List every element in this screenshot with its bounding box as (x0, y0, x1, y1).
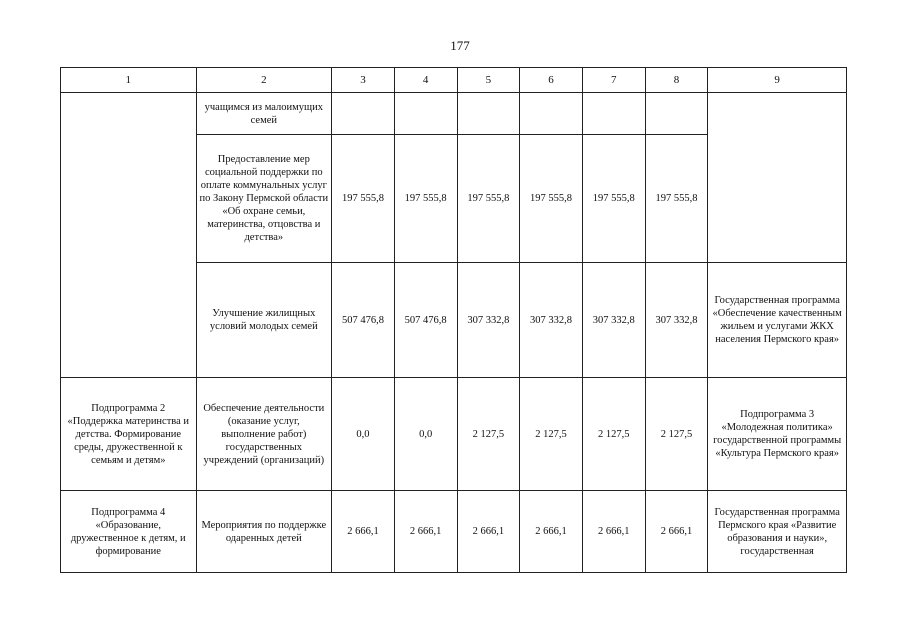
value-cell: 307 332,8 (520, 263, 583, 378)
activity-cell: Мероприятия по поддержке одаренных детей (196, 491, 332, 573)
value-cell: 197 555,8 (332, 135, 395, 263)
value-cell: 197 555,8 (582, 135, 645, 263)
table-cell (708, 93, 847, 263)
value-cell (645, 93, 708, 135)
subprogram-cell: Подпрограмма 2 «Поддержка материнства и детства. Формирование среды, дружественной к семьям и детям» (61, 378, 197, 491)
value-cell (520, 93, 583, 135)
value-cell: 2 127,5 (582, 378, 645, 491)
value-cell: 507 476,8 (332, 263, 395, 378)
subprogram-cell: Подпрограмма 4 «Образование, дружественное к детям, и формирование (61, 491, 197, 573)
activity-cell: Обеспечение деятельности (оказание услуг, выполнение работ) государственных учреждений (организаций) (196, 378, 332, 491)
value-cell: 2 666,1 (394, 491, 457, 573)
value-cell: 307 332,8 (645, 263, 708, 378)
value-cell: 2 666,1 (582, 491, 645, 573)
value-cell (582, 93, 645, 135)
program-cell: Государственная программа «Обеспечение качественным жильем и услугами ЖКХ населения Пермского края» (708, 263, 847, 378)
value-cell: 2 666,1 (645, 491, 708, 573)
value-cell (457, 93, 520, 135)
value-cell: 2 127,5 (457, 378, 520, 491)
value-cell: 2 127,5 (645, 378, 708, 491)
budget-table (60, 67, 847, 573)
header-row (61, 68, 847, 93)
header-cell: 2 (196, 68, 332, 93)
value-cell: 197 555,8 (520, 135, 583, 263)
value-cell: 0,0 (394, 378, 457, 491)
value-cell (394, 93, 457, 135)
header-cell: 6 (520, 68, 583, 93)
header-cell: 7 (582, 68, 645, 93)
table-row (61, 491, 847, 573)
value-cell: 307 332,8 (457, 263, 520, 378)
value-cell: 2 666,1 (520, 491, 583, 573)
value-cell: 0,0 (332, 378, 395, 491)
header-cell: 3 (332, 68, 395, 93)
value-cell: 2 127,5 (520, 378, 583, 491)
value-cell: 2 666,1 (457, 491, 520, 573)
table-row (61, 93, 847, 135)
header-cell: 9 (708, 68, 847, 93)
header-cell: 4 (394, 68, 457, 93)
table-row (61, 378, 847, 491)
value-cell: 507 476,8 (394, 263, 457, 378)
header-cell: 8 (645, 68, 708, 93)
activity-cell: учащимся из малоимущих семей (196, 93, 332, 135)
value-cell: 197 555,8 (457, 135, 520, 263)
program-cell: Подпрограмма 3 «Молодежная политика» государственной программы «Культура Пермского края» (708, 378, 847, 491)
activity-cell: Улучшение жилищных условий молодых семей (196, 263, 332, 378)
header-cell: 1 (61, 68, 197, 93)
value-cell: 307 332,8 (582, 263, 645, 378)
activity-cell: Предоставление мер социальной поддержки по оплате коммунальных услуг по Закону Пермской области «Об охране семьи, материнства, отцовства и детства» (196, 135, 332, 263)
value-cell: 197 555,8 (394, 135, 457, 263)
value-cell (332, 93, 395, 135)
program-cell: Государственная программа Пермского края «Развитие образования и науки», государственная (708, 491, 847, 573)
header-cell: 5 (457, 68, 520, 93)
value-cell: 2 666,1 (332, 491, 395, 573)
page-number: 177 (450, 38, 470, 53)
value-cell: 197 555,8 (645, 135, 708, 263)
table-cell (61, 93, 197, 378)
